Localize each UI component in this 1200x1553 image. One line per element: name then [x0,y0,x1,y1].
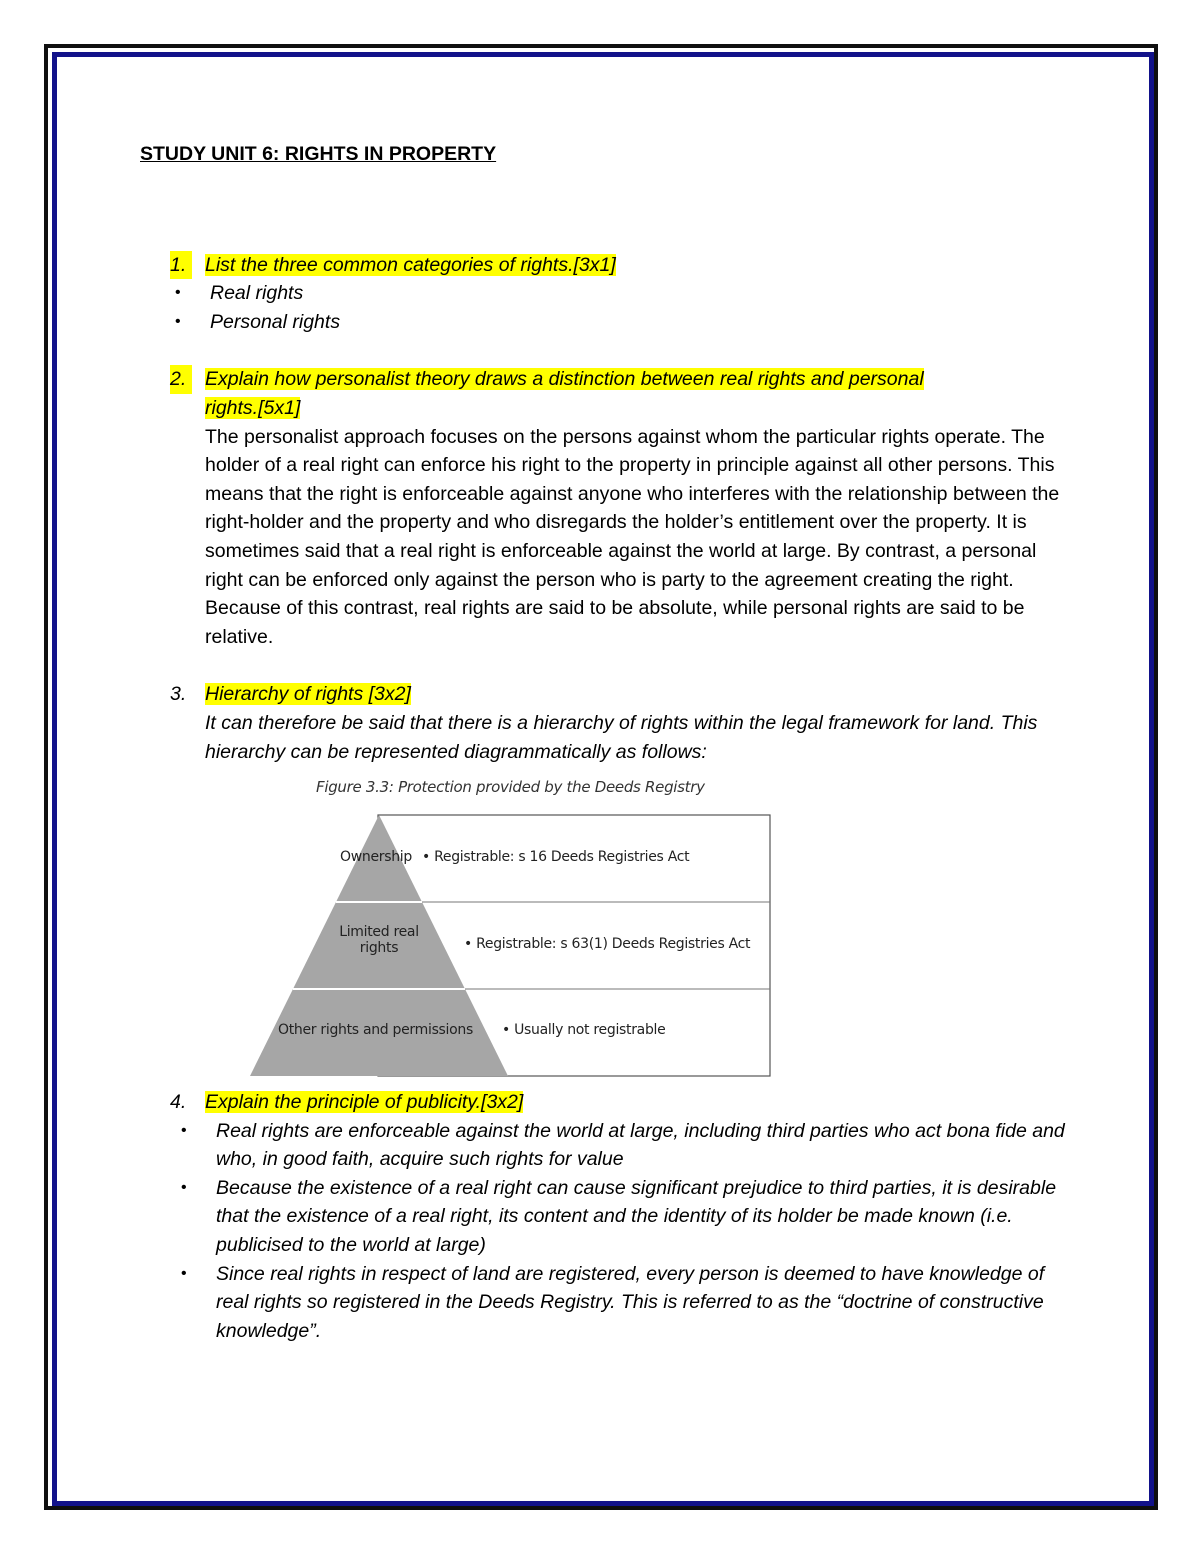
answer-paragraph: The personalist approach focuses on the persons against whom the particular rights operate. The holder of a real right can enforce his right to the property in principle against all other persons. This means that the right is enforceable against anyone who interferes with the relationship between the right-holder and the property and who disregards the holder’s entitlement over the property. It is sometimes said that a real right is enforceable against the world at large. By contrast, a personal right can be enforced only against the person who is party to the agreement creating the right. Because of this contrast, real rights are said to be absolute, while personal rights are said to be relative. [205,425,1060,648]
answer-list [140,1117,1070,1346]
list-item: • Since real rights in respect of land are registered, every person is deemed to have knowledge of real rights so registered in the Deeds Registry. This is referred to as the “doctrine of constructive knowledge”. [216,1260,1070,1346]
question-1 [140,251,1070,280]
question-title: Hierarchy of rights [3x2] [205,683,411,706]
question-title: Explain the principle of publicity.[3x2] [205,1091,524,1113]
level-note: • Registrable: s 63(1) Deeds Registries Act [464,936,751,952]
level-note: • Usually not registrable [502,1022,666,1038]
bullet-icon: • [181,1178,187,1196]
bullet-icon: • [181,1264,187,1282]
answer-paragraph: It can therefore be said that there is a hierarchy of rights within the legal framework for land. This hierarchy can be represented diagrammatically as follows: [205,711,1038,763]
level-label-other: Other rights and permissions [278,1022,473,1038]
question-number: 3. [170,683,187,706]
bullet-icon: • [175,284,181,302]
document-body-cont [140,1088,1070,1345]
question-title-cont: rights.[5x1] [205,396,301,419]
list-item: • Personal rights [210,308,1070,337]
document-body [140,140,1070,766]
question-number: 4. [170,1091,187,1113]
bullet-icon: • [181,1121,187,1139]
list-item: • Real rights are enforceable against the world at large, including third parties who act bona fide and who, in good faith, acquire such rights for value [216,1117,1070,1174]
list-item: • Because the existence of a real right can cause significant prejudice to third parties, it is desirable that the existence of a real right, its content and the identity of its holder be made known (i.e. publicised to the world at large) [216,1174,1070,1260]
question-3 [140,680,1070,766]
level-label-ownership: Ownership [340,849,412,865]
hierarchy-figure [248,778,778,1078]
question-4 [140,1088,1070,1117]
figure-caption: Figure 3.3: Protection provided by the Deeds Registry [316,778,705,796]
question-title: Explain how personalist theory draws a distinction between real rights and personal [205,368,924,391]
level-label-limited: Limited real rights [339,924,419,956]
list-item: • Real rights [210,279,1070,308]
question-2 [140,365,1070,651]
bullet-icon: • [175,312,181,330]
question-number: 1. [170,251,192,280]
level-note: • Registrable: s 16 Deeds Registries Act [422,849,690,865]
answer-list [140,279,1070,336]
question-number: 2. [170,365,192,394]
question-title: List the three common categories of rights.[3x1] [205,253,616,276]
page-title: STUDY UNIT 6: RIGHTS IN PROPERTY [140,143,497,165]
